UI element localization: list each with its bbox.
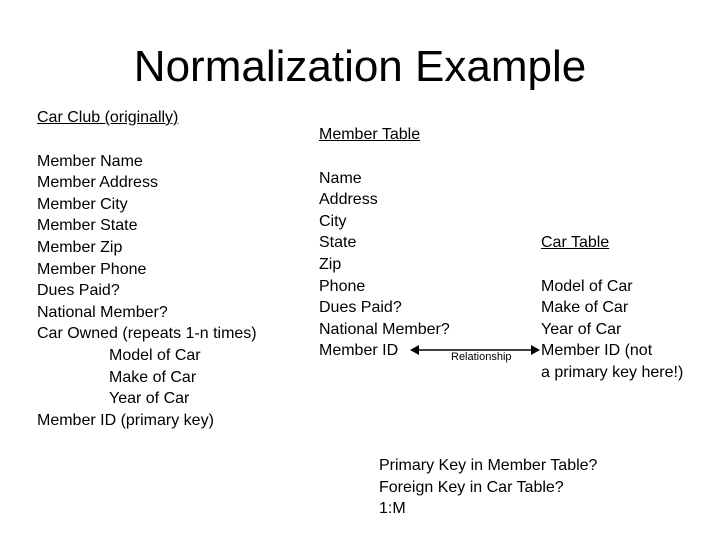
original-item: Member City <box>37 195 128 213</box>
original-item: Member Zip <box>37 238 123 256</box>
member-table-field: Phone <box>319 277 366 295</box>
original-item: Car Owned (repeats 1-n times) <box>37 325 257 343</box>
slide-title: Normalization Example <box>133 42 587 91</box>
original-sub-item: Year of Car <box>109 390 190 408</box>
original-item: Member ID (primary key) <box>37 411 214 429</box>
member-table-heading: Member Table <box>319 126 421 143</box>
question-line: Foreign Key in Car Table? <box>379 478 564 496</box>
car-table-field: Make of Car <box>541 299 629 317</box>
original-item: Member State <box>37 217 138 235</box>
member-table-list <box>319 124 499 362</box>
member-table-field: Member ID <box>319 342 399 360</box>
member-table-field: City <box>319 212 347 230</box>
original-sub-item: Make of Car <box>109 368 197 386</box>
relationship-arrow-icon <box>410 340 540 360</box>
original-item: National Member? <box>37 303 168 321</box>
car-table-field: Year of Car <box>541 320 622 338</box>
car-table-heading: Car Table <box>541 234 610 251</box>
member-table-field: National Member? <box>319 320 450 338</box>
question-line: Primary Key in Member Table? <box>379 457 598 474</box>
original-item: Member Phone <box>37 260 147 278</box>
original-item: Dues Paid? <box>37 282 120 300</box>
member-table-field: Name <box>319 169 362 187</box>
member-table-field: Zip <box>319 255 342 273</box>
questions-list <box>379 455 709 520</box>
car-table-list <box>541 232 716 384</box>
original-car-club-list <box>37 107 307 431</box>
original-sub-item: Model of Car <box>109 346 201 364</box>
car-table-field: Model of Car <box>541 277 633 295</box>
car-table-field: Member ID (not <box>541 342 653 360</box>
original-item: Member Address <box>37 174 158 192</box>
relationship-label: Relationship <box>451 351 512 363</box>
question-line: 1:M <box>379 500 406 518</box>
car-table-field: a primary key here!) <box>541 363 684 381</box>
original-item: Member Name <box>37 152 143 170</box>
original-heading: Car Club (originally) <box>37 109 179 126</box>
member-table-field: Address <box>319 191 378 209</box>
member-table-field: Dues Paid? <box>319 299 402 317</box>
member-table-field: State <box>319 234 357 252</box>
